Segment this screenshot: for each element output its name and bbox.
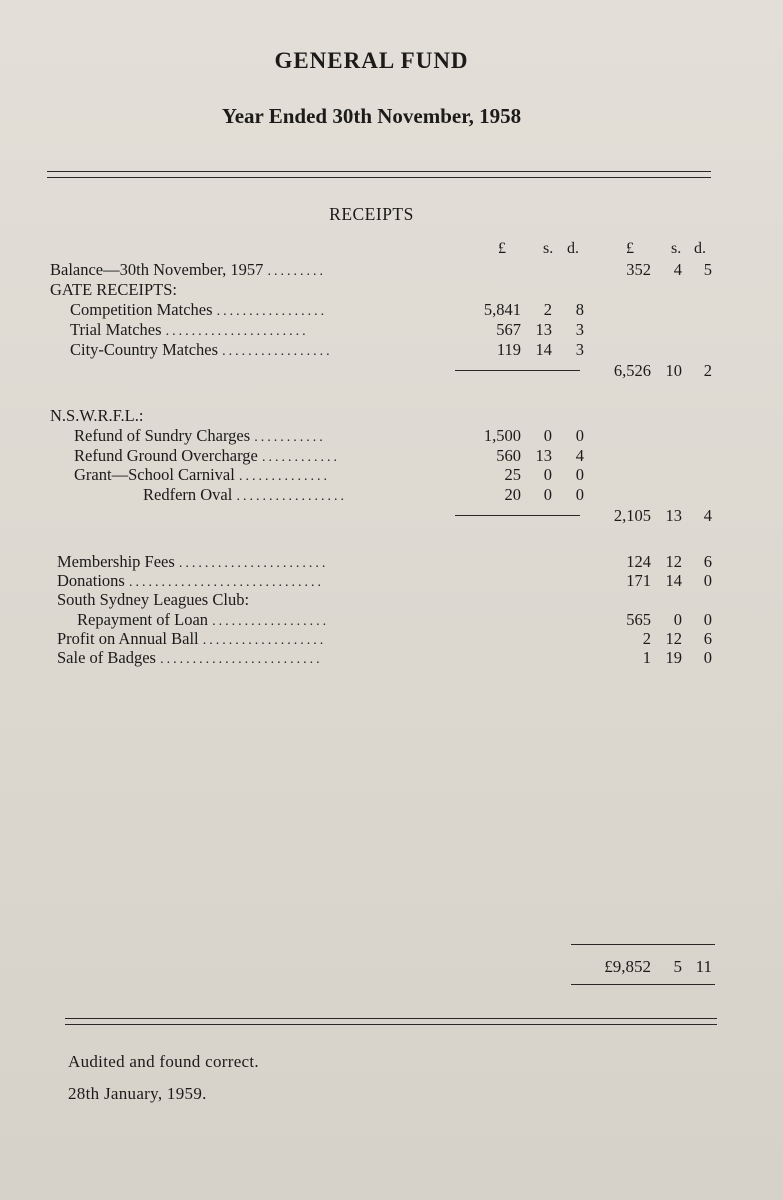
total-pence: 0 [703,571,712,590]
total-shillings: 12 [665,629,682,648]
amount-pounds: 560 [496,446,521,465]
table-row [0,260,783,280]
table-row [0,465,783,485]
audit-date: 28th January, 1959. [68,1084,207,1103]
leader-dots: ................. [222,344,333,359]
amount-shillings: 14 [535,340,552,359]
table-row [0,571,783,591]
leader-dots: .................. [212,614,330,629]
leader-dots: ................. [236,489,347,504]
amount-pence: 0 [575,426,584,445]
amount-shillings: 0 [543,485,552,504]
amount-shillings: 0 [543,426,552,445]
row-label: Redfern Oval [143,485,233,504]
total-shillings: 0 [673,610,682,629]
table-row [0,300,783,320]
leader-dots: ................... [202,633,327,648]
amount-pence: 3 [575,340,584,359]
row-label: Profit on Annual Ball [57,629,199,648]
total-pounds: 2 [642,629,651,648]
col1-pence-header: d. [567,240,579,257]
row-label: Sale of Badges [57,648,156,667]
amount-pounds: 20 [504,485,521,504]
col2-shillings-header: s. [671,240,682,257]
row-label: Donations [57,571,125,590]
table-row [0,485,783,505]
amount-shillings: 13 [535,446,552,465]
top-rule-2 [47,177,711,178]
col2-pounds-header: £ [626,240,634,257]
amount-pence: 0 [575,465,584,484]
section-heading: RECEIPTS [329,204,414,224]
grand-total-top-rule [571,944,715,945]
total-pounds: 1 [642,648,651,667]
total-shillings: 4 [673,260,682,279]
row-label: Repayment of Loan [77,610,209,629]
total-pence: 5 [703,260,712,279]
col1-shillings-header: s. [543,240,554,257]
bottom-rule-1 [65,1018,717,1019]
table-row [0,340,783,360]
amount-pounds: 119 [496,340,521,359]
table-row [0,506,783,526]
total-pounds: 124 [626,552,651,571]
total-pounds: 171 [626,571,651,590]
total-shillings: 14 [665,571,682,590]
table-row [0,629,783,649]
amount-pence: 8 [575,300,584,319]
bottom-rule-2 [65,1024,717,1025]
row-label: Balance—30th November, 1957 [50,260,264,279]
grand-total-pounds: £9,852 [604,957,651,976]
grand-total-pence: 11 [695,957,712,976]
subtotal-pence: 2 [703,361,712,380]
row-label: Membership Fees [57,552,175,571]
table-row [0,320,783,340]
row-label: Trial Matches [70,320,162,339]
col1-pounds-header: £ [498,240,506,257]
page-title: GENERAL FUND [274,48,469,73]
amount-shillings: 0 [543,465,552,484]
amount-pounds: 567 [496,320,521,339]
table-row [0,610,783,630]
group-label: GATE RECEIPTS: [50,280,177,299]
total-pence: 6 [703,629,712,648]
total-pence: 0 [703,610,712,629]
amount-shillings: 2 [543,300,552,319]
amount-shillings: 13 [535,320,552,339]
leader-dots: ...................... [165,324,309,339]
leader-dots: ........... [254,430,326,445]
total-shillings: 19 [665,648,682,667]
total-pounds: 352 [626,260,651,279]
total-pence: 0 [703,648,712,667]
subtotal-shillings: 10 [665,361,682,380]
grand-total-row [0,957,783,977]
amount-pence: 3 [575,320,584,339]
row-label: City-Country Matches [70,340,219,359]
amount-pounds: 1,500 [483,426,521,445]
row-label: Grant—School Carnival [74,465,235,484]
row-label: Competition Matches [70,300,213,319]
table-row [0,590,783,610]
leader-dots: ................. [216,304,328,319]
subtotal-pence: 4 [703,506,712,525]
row-label: Refund of Sundry Charges [74,426,251,445]
group-label: South Sydney Leagues Club: [57,590,250,609]
amount-pounds: 5,841 [483,300,521,319]
amount-pounds: 25 [504,465,521,484]
leader-dots: ....................... [178,556,329,571]
subtotal-pounds: 2,105 [613,506,651,525]
subtotal-shillings: 13 [665,506,682,525]
total-pounds: 565 [626,610,651,629]
grand-total-bottom-rule [571,984,715,985]
table-row [0,648,783,668]
top-rule-1 [47,171,711,172]
subtotal-pounds: 6,526 [613,361,651,380]
audit-note: Audited and found correct. [68,1052,259,1071]
table-row [0,552,783,572]
leader-dots: ............ [262,450,341,465]
table-row [0,426,783,446]
amount-pence: 4 [575,446,584,465]
table-row [0,406,783,426]
total-shillings: 12 [665,552,682,571]
table-row [0,446,783,466]
leader-dots: ......... [267,264,326,279]
col2-pence-header: d. [694,240,706,257]
group-label: N.S.W.R.F.L.: [50,406,144,425]
table-row [0,361,783,381]
amount-pence: 0 [575,485,584,504]
grand-total-shillings: 5 [673,957,682,976]
total-pence: 6 [703,552,712,571]
row-label: Refund Ground Overcharge [74,446,258,465]
leader-dots: .............................. [128,575,324,590]
table-row [0,280,783,300]
page-subtitle: Year Ended 30th November, 1958 [221,104,522,128]
leader-dots: .............. [238,469,330,484]
leader-dots: ......................... [160,652,323,667]
